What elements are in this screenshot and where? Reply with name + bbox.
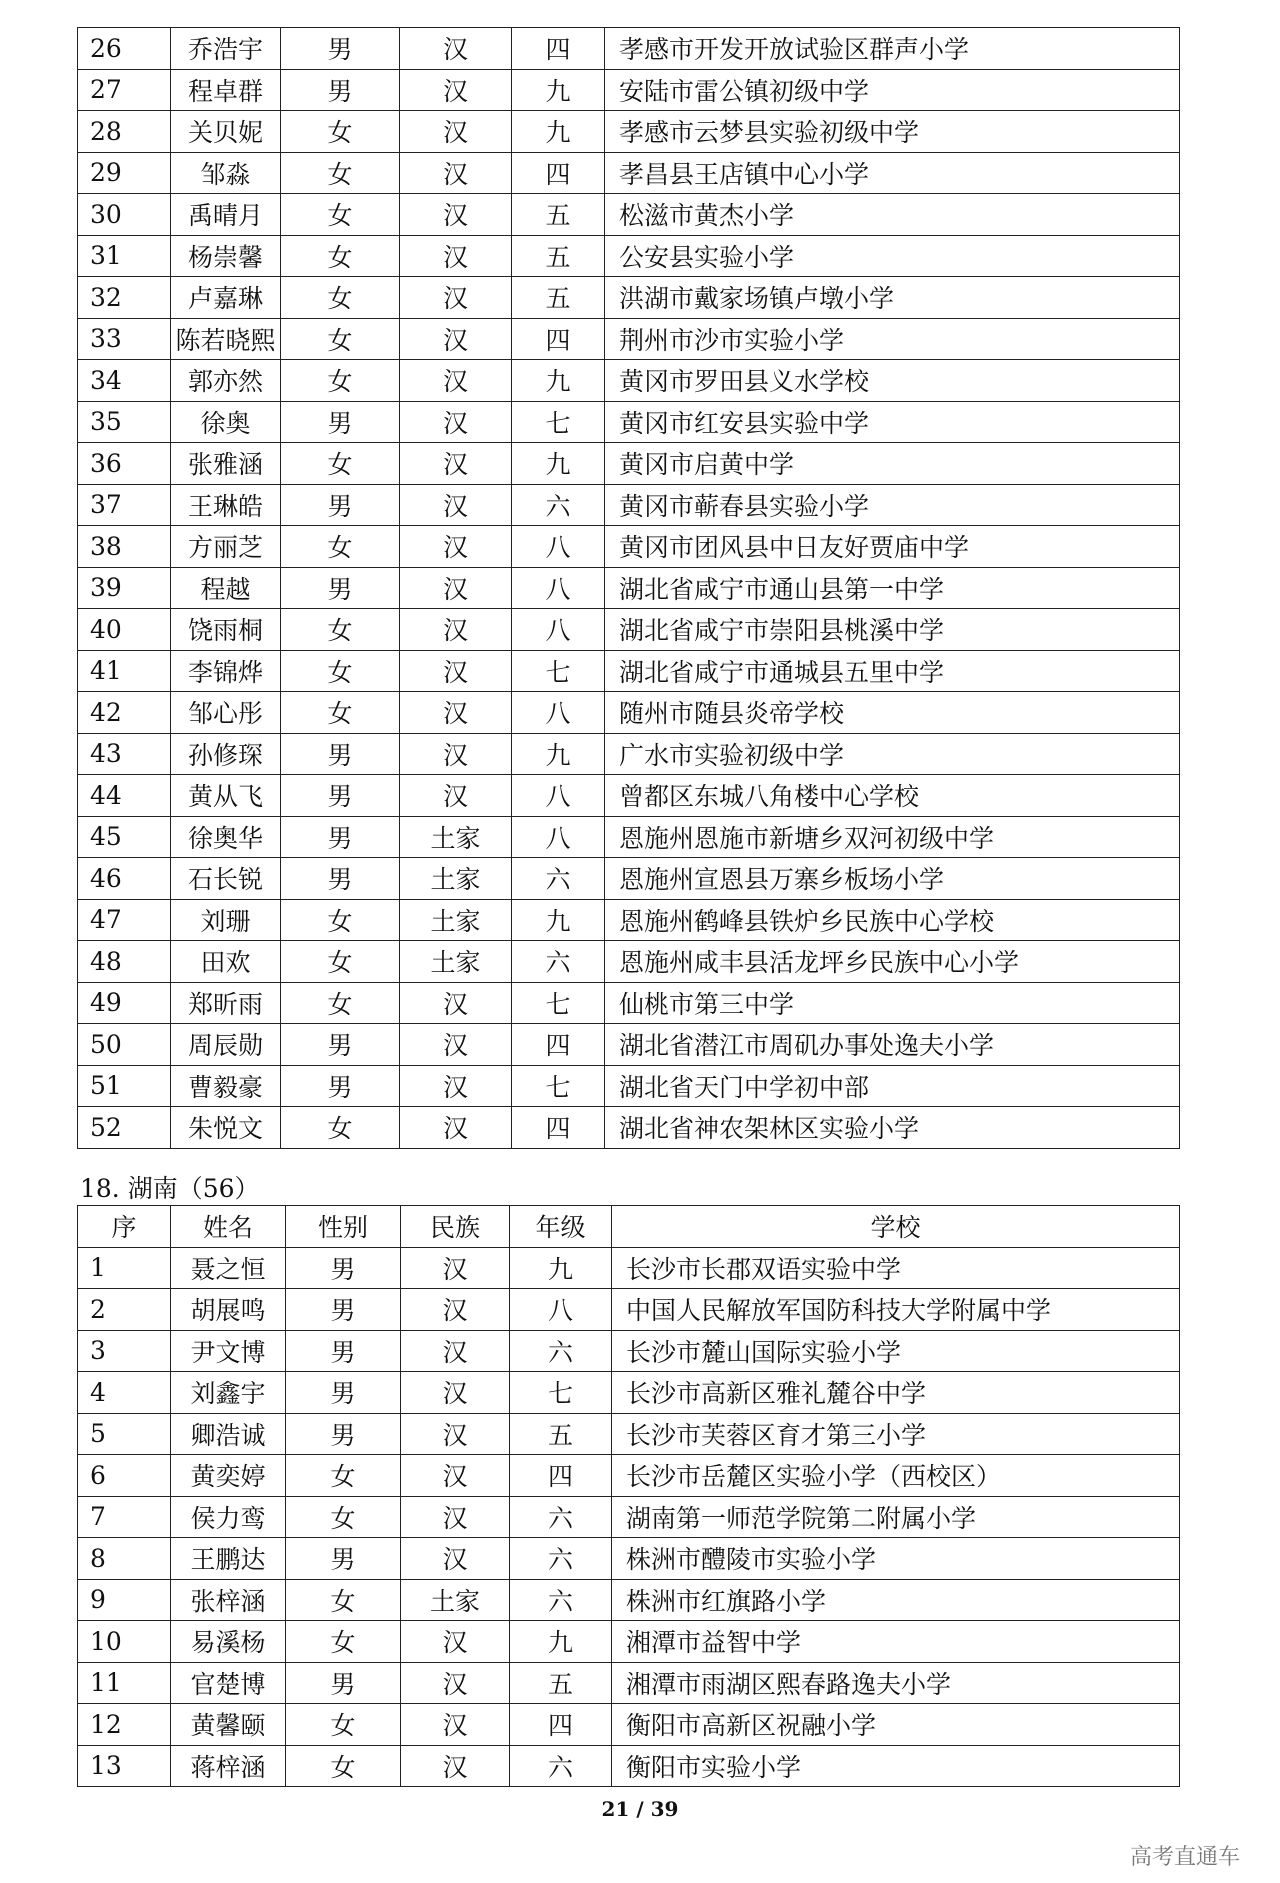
header-school: 学校	[612, 1206, 1180, 1248]
cell-name: 曹毅豪	[171, 1065, 281, 1107]
cell-seq: 40	[78, 609, 171, 651]
cell-grade: 八	[512, 567, 605, 609]
table-row	[78, 69, 1180, 111]
cell-school: 湖北省潜江市周矶办事处逸夫小学	[605, 1024, 1180, 1066]
table-row	[78, 775, 1180, 817]
cell-gender: 男	[281, 858, 400, 900]
cell-gender: 男	[281, 567, 400, 609]
cell-gender: 女	[281, 194, 400, 236]
cell-school: 长沙市麓山国际实验小学	[612, 1330, 1180, 1372]
cell-seq: 41	[78, 650, 171, 692]
cell-school: 洪湖市戴家场镇卢墩小学	[605, 277, 1180, 319]
cell-gender: 女	[281, 899, 400, 941]
cell-name: 朱悦文	[171, 1107, 281, 1149]
cell-name: 郭亦然	[171, 360, 281, 402]
cell-name: 乔浩宇	[171, 28, 281, 70]
cell-school: 恩施州恩施市新塘乡双河初级中学	[605, 816, 1180, 858]
cell-school: 曾都区东城八角楼中心学校	[605, 775, 1180, 817]
cell-school: 长沙市高新区雅礼麓谷中学	[612, 1372, 1180, 1414]
cell-name: 易溪杨	[171, 1621, 286, 1663]
cell-seq: 36	[78, 443, 171, 485]
cell-ethnicity: 土家	[400, 858, 512, 900]
cell-name: 李锦烨	[171, 650, 281, 692]
cell-name: 徐奥	[171, 401, 281, 443]
cell-school: 随州市随县炎帝学校	[605, 692, 1180, 734]
cell-grade: 八	[512, 609, 605, 651]
cell-gender: 女	[286, 1745, 401, 1787]
cell-school: 湖北省咸宁市通城县五里中学	[605, 650, 1180, 692]
cell-grade: 四	[512, 152, 605, 194]
cell-school: 长沙市芙蓉区育才第三小学	[612, 1413, 1180, 1455]
cell-ethnicity: 汉	[400, 775, 512, 817]
cell-school: 衡阳市高新区祝融小学	[612, 1704, 1180, 1746]
cell-seq: 27	[78, 69, 171, 111]
table-row	[78, 899, 1180, 941]
cell-seq: 13	[78, 1745, 171, 1787]
cell-ethnicity: 汉	[400, 360, 512, 402]
cell-ethnicity: 汉	[400, 484, 512, 526]
cell-name: 关贝妮	[171, 111, 281, 153]
cell-school: 株洲市醴陵市实验小学	[612, 1538, 1180, 1580]
cell-name: 孙修琛	[171, 733, 281, 775]
cell-ethnicity: 汉	[400, 69, 512, 111]
cell-school: 黄冈市团风县中日友好贾庙中学	[605, 526, 1180, 568]
cell-grade: 九	[512, 733, 605, 775]
cell-grade: 七	[512, 401, 605, 443]
cell-ethnicity: 汉	[400, 982, 512, 1024]
cell-grade: 七	[510, 1372, 612, 1414]
cell-ethnicity: 汉	[400, 567, 512, 609]
cell-name: 徐奥华	[171, 816, 281, 858]
table-row	[78, 1455, 1180, 1497]
cell-name: 邹淼	[171, 152, 281, 194]
watermark: 高考直通车	[1129, 1845, 1240, 1870]
table-row	[78, 982, 1180, 1024]
header-gender: 性别	[286, 1206, 401, 1248]
cell-grade: 五	[512, 194, 605, 236]
table-row	[78, 1413, 1180, 1455]
cell-name: 陈若晓熙	[171, 318, 281, 360]
cell-name: 刘鑫宇	[171, 1372, 286, 1414]
cell-name: 张雅涵	[171, 443, 281, 485]
cell-ethnicity: 汉	[401, 1372, 510, 1414]
cell-name: 卿浩诚	[171, 1413, 286, 1455]
cell-grade: 四	[512, 28, 605, 70]
cell-school: 黄冈市红安县实验中学	[605, 401, 1180, 443]
table-row	[78, 401, 1180, 443]
cell-name: 石长锐	[171, 858, 281, 900]
cell-name: 侯力鸾	[171, 1496, 286, 1538]
cell-name: 张梓涵	[171, 1579, 286, 1621]
cell-grade: 八	[512, 692, 605, 734]
cell-ethnicity: 汉	[400, 1107, 512, 1149]
cell-gender: 男	[281, 1065, 400, 1107]
cell-ethnicity: 土家	[400, 816, 512, 858]
cell-ethnicity: 汉	[400, 443, 512, 485]
cell-gender: 男	[281, 775, 400, 817]
cell-gender: 男	[281, 816, 400, 858]
cell-name: 胡展鸣	[171, 1289, 286, 1331]
cell-grade: 九	[512, 443, 605, 485]
cell-name: 王琳皓	[171, 484, 281, 526]
cell-ethnicity: 土家	[401, 1579, 510, 1621]
cell-gender: 女	[286, 1621, 401, 1663]
cell-school: 公安县实验小学	[605, 235, 1180, 277]
cell-seq: 12	[78, 1704, 171, 1746]
table-row	[78, 1538, 1180, 1580]
cell-ethnicity: 汉	[400, 277, 512, 319]
cell-name: 程卓群	[171, 69, 281, 111]
cell-grade: 九	[512, 899, 605, 941]
cell-gender: 男	[281, 28, 400, 70]
cell-ethnicity: 汉	[400, 1065, 512, 1107]
table-row	[78, 1496, 1180, 1538]
table-row	[78, 1107, 1180, 1149]
cell-seq: 29	[78, 152, 171, 194]
cell-seq: 47	[78, 899, 171, 941]
cell-grade: 六	[510, 1538, 612, 1580]
cell-grade: 七	[512, 650, 605, 692]
section-title-hunan: 18. 湖南（56）	[80, 1174, 260, 1203]
cell-ethnicity: 汉	[401, 1662, 510, 1704]
cell-ethnicity: 汉	[400, 194, 512, 236]
cell-gender: 男	[286, 1289, 401, 1331]
cell-school: 黄冈市罗田县义水学校	[605, 360, 1180, 402]
cell-gender: 女	[281, 692, 400, 734]
page-number: 21 / 39	[601, 1797, 679, 1821]
table-row	[78, 235, 1180, 277]
cell-name: 黄奕婷	[171, 1455, 286, 1497]
hubei-table-body	[78, 28, 1180, 1149]
cell-gender: 男	[286, 1662, 401, 1704]
cell-ethnicity: 汉	[400, 401, 512, 443]
cell-grade: 四	[510, 1455, 612, 1497]
cell-school: 孝感市云梦县实验初级中学	[605, 111, 1180, 153]
cell-school: 湖北省咸宁市崇阳县桃溪中学	[605, 609, 1180, 651]
cell-seq: 46	[78, 858, 171, 900]
cell-grade: 五	[510, 1413, 612, 1455]
cell-seq: 48	[78, 941, 171, 983]
cell-grade: 九	[512, 69, 605, 111]
cell-gender: 男	[286, 1413, 401, 1455]
cell-seq: 34	[78, 360, 171, 402]
cell-gender: 女	[281, 152, 400, 194]
hunan-student-table	[77, 1205, 1180, 1787]
table-row	[78, 1330, 1180, 1372]
cell-ethnicity: 汉	[401, 1538, 510, 1580]
cell-seq: 42	[78, 692, 171, 734]
table-row	[78, 194, 1180, 236]
cell-seq: 1	[78, 1247, 171, 1289]
cell-seq: 52	[78, 1107, 171, 1149]
cell-name: 黄从飞	[171, 775, 281, 817]
cell-seq: 6	[78, 1455, 171, 1497]
header-seq: 序	[78, 1206, 171, 1248]
cell-ethnicity: 汉	[400, 28, 512, 70]
cell-grade: 五	[512, 277, 605, 319]
cell-ethnicity: 汉	[401, 1330, 510, 1372]
cell-name: 官楚博	[171, 1662, 286, 1704]
table-row	[78, 1579, 1180, 1621]
header-name: 姓名	[171, 1206, 286, 1248]
cell-ethnicity: 汉	[400, 318, 512, 360]
table-header-row	[78, 1206, 1180, 1248]
cell-school: 湖北省咸宁市通山县第一中学	[605, 567, 1180, 609]
cell-ethnicity: 汉	[400, 650, 512, 692]
table-row	[78, 443, 1180, 485]
cell-ethnicity: 汉	[401, 1621, 510, 1663]
cell-grade: 七	[512, 1065, 605, 1107]
cell-school: 黄冈市蕲春县实验小学	[605, 484, 1180, 526]
table-row	[78, 567, 1180, 609]
cell-gender: 女	[281, 609, 400, 651]
cell-gender: 女	[281, 277, 400, 319]
cell-gender: 女	[281, 111, 400, 153]
table-row	[78, 526, 1180, 568]
cell-gender: 男	[286, 1330, 401, 1372]
cell-name: 尹文博	[171, 1330, 286, 1372]
table-row	[78, 1745, 1180, 1787]
cell-seq: 38	[78, 526, 171, 568]
cell-ethnicity: 汉	[401, 1413, 510, 1455]
cell-seq: 2	[78, 1289, 171, 1331]
cell-school: 荆州市沙市实验小学	[605, 318, 1180, 360]
cell-name: 杨崇馨	[171, 235, 281, 277]
cell-grade: 九	[510, 1621, 612, 1663]
cell-ethnicity: 汉	[401, 1289, 510, 1331]
table-row	[78, 152, 1180, 194]
cell-gender: 女	[286, 1579, 401, 1621]
cell-name: 邹心彤	[171, 692, 281, 734]
table-row	[78, 609, 1180, 651]
cell-gender: 女	[286, 1704, 401, 1746]
cell-grade: 八	[510, 1289, 612, 1331]
cell-school: 孝感市开发开放试验区群声小学	[605, 28, 1180, 70]
table-row	[78, 28, 1180, 70]
cell-gender: 女	[281, 443, 400, 485]
cell-ethnicity: 汉	[400, 526, 512, 568]
cell-gender: 男	[281, 484, 400, 526]
cell-ethnicity: 汉	[401, 1455, 510, 1497]
cell-gender: 女	[281, 941, 400, 983]
cell-ethnicity: 汉	[400, 152, 512, 194]
cell-gender: 女	[281, 318, 400, 360]
table-row	[78, 816, 1180, 858]
cell-gender: 女	[281, 360, 400, 402]
cell-grade: 七	[512, 982, 605, 1024]
table-row	[78, 733, 1180, 775]
cell-grade: 八	[512, 775, 605, 817]
cell-name: 刘珊	[171, 899, 281, 941]
table-row	[78, 1024, 1180, 1066]
cell-gender: 女	[281, 235, 400, 277]
cell-ethnicity: 土家	[400, 899, 512, 941]
cell-name: 田欢	[171, 941, 281, 983]
cell-ethnicity: 土家	[400, 941, 512, 983]
cell-school: 长沙市长郡双语实验中学	[612, 1247, 1180, 1289]
table-row	[78, 650, 1180, 692]
cell-grade: 八	[512, 816, 605, 858]
cell-grade: 六	[512, 484, 605, 526]
cell-grade: 四	[512, 1107, 605, 1149]
hubei-student-table	[77, 27, 1180, 1149]
cell-school: 黄冈市启黄中学	[605, 443, 1180, 485]
cell-school: 广水市实验初级中学	[605, 733, 1180, 775]
cell-name: 蒋梓涵	[171, 1745, 286, 1787]
cell-gender: 女	[281, 650, 400, 692]
cell-gender: 男	[281, 401, 400, 443]
cell-school: 仙桃市第三中学	[605, 982, 1180, 1024]
table-row	[78, 1065, 1180, 1107]
table-row	[78, 360, 1180, 402]
cell-seq: 30	[78, 194, 171, 236]
cell-seq: 10	[78, 1621, 171, 1663]
table-row	[78, 1662, 1180, 1704]
cell-grade: 五	[510, 1662, 612, 1704]
cell-grade: 六	[510, 1579, 612, 1621]
cell-ethnicity: 汉	[401, 1704, 510, 1746]
cell-seq: 44	[78, 775, 171, 817]
table-row	[78, 277, 1180, 319]
table-row	[78, 111, 1180, 153]
cell-gender: 男	[281, 733, 400, 775]
cell-ethnicity: 汉	[400, 609, 512, 651]
cell-ethnicity: 汉	[400, 692, 512, 734]
cell-school: 湖北省天门中学初中部	[605, 1065, 1180, 1107]
table-row	[78, 1372, 1180, 1414]
cell-seq: 5	[78, 1413, 171, 1455]
cell-school: 恩施州咸丰县活龙坪乡民族中心小学	[605, 941, 1180, 983]
cell-grade: 五	[512, 235, 605, 277]
cell-seq: 51	[78, 1065, 171, 1107]
cell-seq: 31	[78, 235, 171, 277]
cell-gender: 女	[281, 1107, 400, 1149]
table-row	[78, 692, 1180, 734]
table-row	[78, 484, 1180, 526]
cell-school: 湘潭市雨湖区熙春路逸夫小学	[612, 1662, 1180, 1704]
cell-name: 周辰勋	[171, 1024, 281, 1066]
cell-name: 程越	[171, 567, 281, 609]
cell-school: 恩施州宣恩县万寨乡板场小学	[605, 858, 1180, 900]
cell-name: 方丽芝	[171, 526, 281, 568]
table-row	[78, 1289, 1180, 1331]
cell-ethnicity: 汉	[401, 1745, 510, 1787]
cell-school: 长沙市岳麓区实验小学（西校区）	[612, 1455, 1180, 1497]
table-row	[78, 941, 1180, 983]
cell-seq: 43	[78, 733, 171, 775]
cell-seq: 9	[78, 1579, 171, 1621]
cell-seq: 45	[78, 816, 171, 858]
cell-grade: 六	[510, 1745, 612, 1787]
cell-grade: 九	[510, 1247, 612, 1289]
cell-grade: 六	[510, 1330, 612, 1372]
cell-ethnicity: 汉	[401, 1496, 510, 1538]
table-row	[78, 318, 1180, 360]
cell-grade: 六	[510, 1496, 612, 1538]
cell-seq: 8	[78, 1538, 171, 1580]
cell-school: 中国人民解放军国防科技大学附属中学	[612, 1289, 1180, 1331]
cell-grade: 四	[512, 318, 605, 360]
cell-seq: 32	[78, 277, 171, 319]
cell-school: 湖南第一师范学院第二附属小学	[612, 1496, 1180, 1538]
cell-school: 湘潭市益智中学	[612, 1621, 1180, 1663]
cell-seq: 37	[78, 484, 171, 526]
cell-grade: 四	[510, 1704, 612, 1746]
cell-gender: 女	[281, 526, 400, 568]
cell-seq: 33	[78, 318, 171, 360]
cell-school: 湖北省神农架林区实验小学	[605, 1107, 1180, 1149]
cell-gender: 男	[281, 69, 400, 111]
cell-gender: 女	[286, 1455, 401, 1497]
cell-grade: 九	[512, 360, 605, 402]
cell-school: 松滋市黄杰小学	[605, 194, 1180, 236]
cell-name: 饶雨桐	[171, 609, 281, 651]
cell-seq: 3	[78, 1330, 171, 1372]
cell-grade: 四	[512, 1024, 605, 1066]
hunan-table-body	[78, 1247, 1180, 1787]
cell-name: 郑昕雨	[171, 982, 281, 1024]
header-grade: 年级	[510, 1206, 612, 1248]
table-row	[78, 1247, 1180, 1289]
cell-ethnicity: 汉	[400, 733, 512, 775]
cell-gender: 女	[286, 1496, 401, 1538]
cell-grade: 八	[512, 526, 605, 568]
cell-seq: 26	[78, 28, 171, 70]
cell-gender: 男	[286, 1538, 401, 1580]
cell-seq: 4	[78, 1372, 171, 1414]
cell-gender: 女	[281, 982, 400, 1024]
cell-name: 卢嘉琳	[171, 277, 281, 319]
table-row	[78, 858, 1180, 900]
cell-gender: 男	[286, 1372, 401, 1414]
cell-name: 禹晴月	[171, 194, 281, 236]
header-ethnicity: 民族	[401, 1206, 510, 1248]
cell-name: 王鹏达	[171, 1538, 286, 1580]
table-row	[78, 1621, 1180, 1663]
cell-seq: 49	[78, 982, 171, 1024]
table-row	[78, 1704, 1180, 1746]
cell-grade: 六	[512, 941, 605, 983]
cell-seq: 39	[78, 567, 171, 609]
cell-school: 恩施州鹤峰县铁炉乡民族中心学校	[605, 899, 1180, 941]
cell-seq: 7	[78, 1496, 171, 1538]
cell-grade: 六	[512, 858, 605, 900]
cell-seq: 50	[78, 1024, 171, 1066]
cell-name: 聂之恒	[171, 1247, 286, 1289]
cell-seq: 11	[78, 1662, 171, 1704]
cell-school: 株洲市红旗路小学	[612, 1579, 1180, 1621]
cell-seq: 35	[78, 401, 171, 443]
cell-grade: 九	[512, 111, 605, 153]
cell-name: 黄馨颐	[171, 1704, 286, 1746]
cell-school: 衡阳市实验小学	[612, 1745, 1180, 1787]
cell-ethnicity: 汉	[400, 1024, 512, 1066]
cell-school: 孝昌县王店镇中心小学	[605, 152, 1180, 194]
cell-ethnicity: 汉	[400, 235, 512, 277]
cell-ethnicity: 汉	[400, 111, 512, 153]
cell-seq: 28	[78, 111, 171, 153]
cell-gender: 男	[286, 1247, 401, 1289]
cell-ethnicity: 汉	[401, 1247, 510, 1289]
cell-gender: 男	[281, 1024, 400, 1066]
cell-school: 安陆市雷公镇初级中学	[605, 69, 1180, 111]
